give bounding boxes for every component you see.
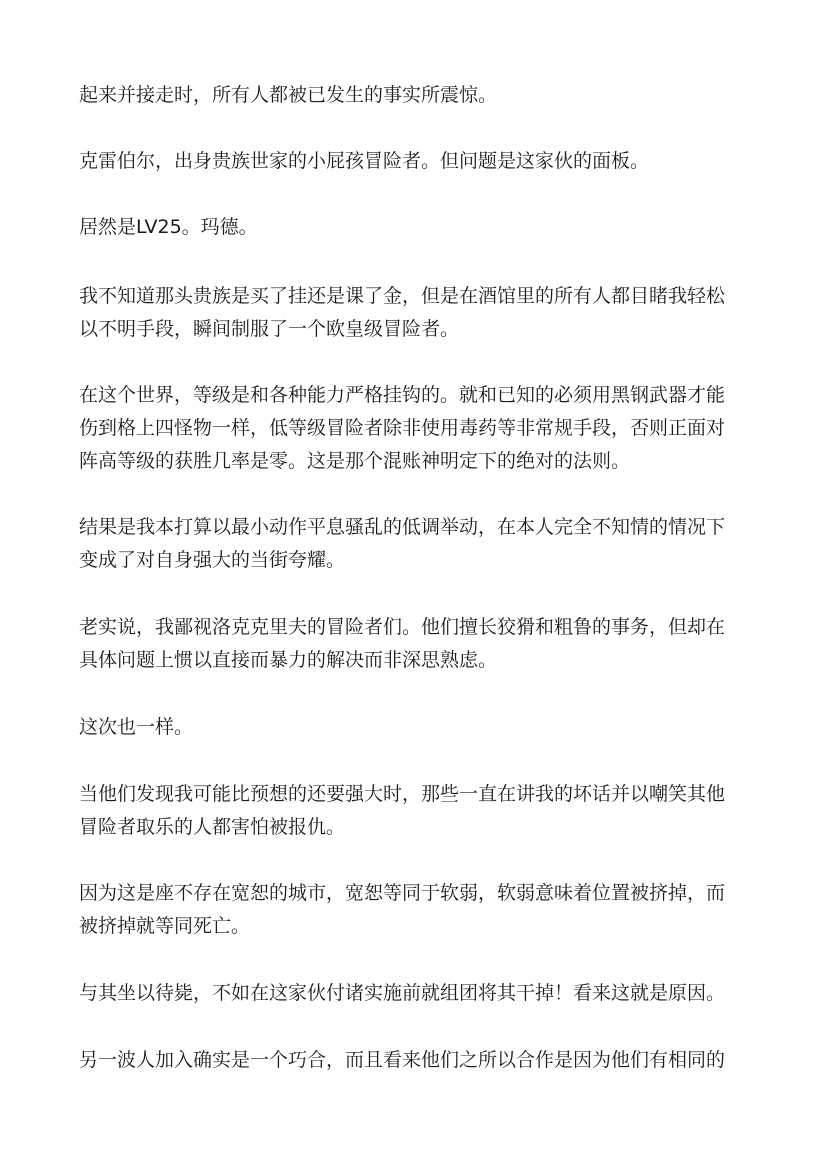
paragraph-2 — [79, 145, 749, 178]
text-line: 与其坐以待毙，不如在这家伙付诸实施前就组团将其干掉！看来这就是原因。 — [79, 982, 726, 1004]
paragraph-1 — [79, 79, 749, 112]
text-line: 具体问题上惯以直接而暴力的解决而非深思熟虑。 — [79, 649, 498, 671]
text-line: 结果是我本打算以最小动作平息骚乱的低调举动，在本人完全不知情的情况下 — [79, 516, 726, 538]
text-line: 我不知道那头贵族是买了挂还是课了金，但是在酒馆里的所有人都目睹我轻松 — [79, 285, 726, 307]
paragraph-7 — [79, 611, 749, 677]
text-line: 在这个世界，等级是和各种能力严格挂钩的。就和已知的必须用黑钢武器才能 — [79, 384, 726, 406]
text-line: 阵高等级的获胜几率是零。这是那个混账神明定下的绝对的法则。 — [79, 450, 631, 472]
paragraph-12 — [79, 1044, 749, 1077]
text-line: 被挤掉就等同死亡。 — [79, 915, 251, 937]
paragraph-10 — [79, 877, 749, 943]
paragraph-5 — [79, 379, 749, 478]
text-line: 当他们发现我可能比预想的还要强大时，那些一直在讲我的坏话并以嘲笑其他 — [79, 783, 726, 805]
text-line: 起来并接走时，所有人都被已发生的事实所震惊。 — [79, 84, 498, 106]
paragraph-11 — [79, 977, 749, 1010]
text-line: 以不明手段，瞬间制服了一个欧皇级冒险者。 — [79, 318, 460, 340]
text-line: 变成了对自身强大的当街夸耀。 — [79, 549, 346, 571]
paragraph-6 — [79, 511, 749, 577]
text-line: 另一波人加入确实是一个巧合，而且看来他们之所以合作是因为他们有相同的 — [79, 1049, 726, 1071]
text-line: 这次也一样。 — [79, 716, 194, 738]
paragraph-8 — [79, 711, 749, 744]
text-line: 居然是LV25。玛德。 — [79, 216, 258, 238]
text-line: 老实说，我鄙视洛克克里夫的冒险者们。他们擅长狡猾和粗鲁的事务，但却在 — [79, 616, 726, 638]
text-line: 因为这是座不存在宽恕的城市，宽恕等同于软弱，软弱意味着位置被挤掉，而 — [79, 882, 726, 904]
text-line: 克雷伯尔，出身贵族世家的小屁孩冒险者。但问题是这家伙的面板。 — [79, 150, 650, 172]
paragraph-9 — [79, 778, 749, 844]
text-line: 伤到格上四怪物一样，低等级冒险者除非使用毒药等非常规手段，否则正面对 — [79, 417, 726, 439]
text-line: 冒险者取乐的人都害怕被报仇。 — [79, 816, 346, 838]
paragraph-4 — [79, 280, 749, 346]
paragraph-3 — [79, 211, 749, 244]
